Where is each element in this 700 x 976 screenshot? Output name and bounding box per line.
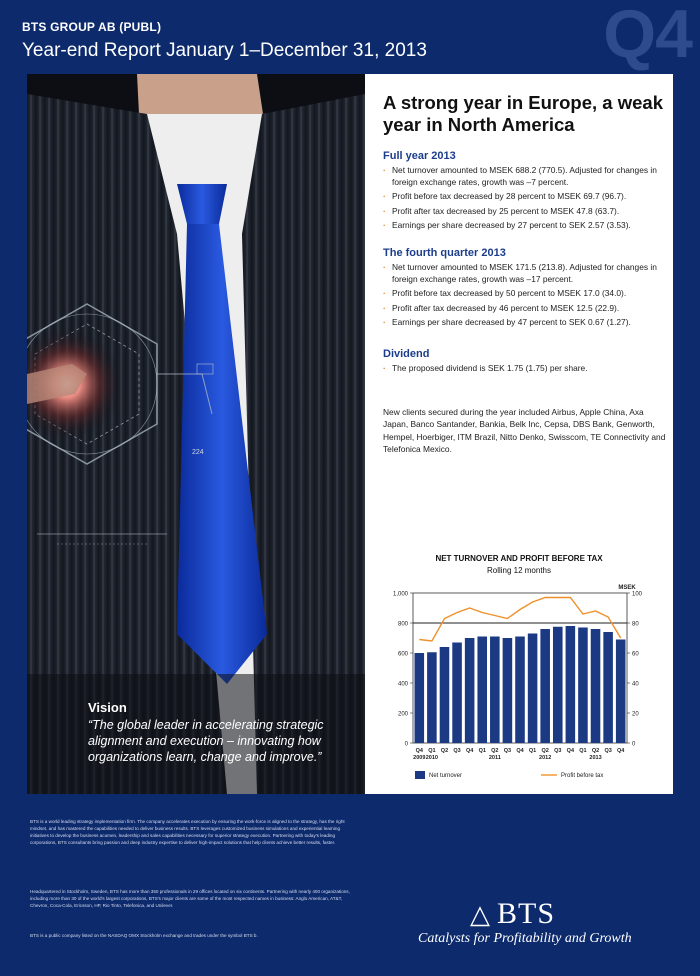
q4-heading: The fourth quarter 2013 [383, 247, 506, 259]
brand-tagline: Catalysts for Profitability and Growth [418, 931, 632, 946]
bullet-item: · Profit before tax decreased by 28 percent to MSEK 69.7 (96.7). [383, 191, 627, 202]
report-title: Year-end Report January 1–December 31, 2013 [22, 40, 427, 61]
highlights-panel [365, 74, 673, 794]
quarter-badge: Q4 [603, 0, 692, 72]
report-header [0, 0, 700, 74]
footer-about-paragraph: BTS is a world leading strategy implementation firm. The company accelerates execution by ensuring the work-force is aligned to the strategy, has the right mindset, and has mastered the capabilities needed to deliver business results. BTS leverages customized business simulations and experiential learning initiatives to develop the business acumen, leadership and sales capabilities necessary for superior strategy execution. Partnering with today's leading corporations, BTS consultants bring passion and deep industry expertise to deliver high-impact solutions that help clients achieve better results, faster. [30, 819, 345, 845]
y-tick-label-right: 40 [632, 681, 639, 688]
footer-listing-paragraph: BTS is a public company listed on the NASDAQ OMX Stockholm exchange and trades under the symbol BTS b. [30, 933, 258, 938]
bullet-item: · Net turnover amounted to MSEK 688.2 (770.5). Adjusted for changes in foreign exchange rates, growth was –7 percent. [383, 165, 657, 188]
legend-label-net-turnover: Net turnover [429, 773, 463, 779]
x-year-label: 2010 [425, 755, 439, 761]
hud-label: 224 [192, 449, 204, 456]
x-tick-label: Q1 [478, 748, 486, 754]
bar-net-turnover [528, 634, 538, 744]
bullet-item: · Profit after tax decreased by 25 percent to MSEK 47.8 (63.7). [383, 205, 620, 216]
new-clients-paragraph: New clients secured during the year included Airbus, Apple China, Axa Japan, Banco Santander, Bankia, Belk Inc, Cepsa, DBS Bank, Genworth, Hempel, Hoerbiger, ITM Brazil, Nitto Denko, Swisscom, TE Connectivity and Telefonica Mexico. [383, 407, 666, 455]
turnover-profit-chart [365, 579, 673, 794]
x-year-label: 2012 [539, 755, 552, 761]
bts-logo: △ BTS [470, 897, 556, 930]
y-tick-label-right: 80 [632, 621, 639, 628]
full-year-section [383, 150, 665, 233]
x-tick-label: Q2 [440, 748, 449, 754]
bullet-item: · The proposed dividend is SEK 1.75 (1.75) per share. [383, 363, 588, 373]
x-tick-label: Q1 [428, 748, 436, 754]
x-tick-label: Q4 [415, 748, 423, 754]
bar-net-turnover [566, 626, 576, 743]
x-tick-label: Q1 [579, 748, 587, 754]
y-tick-label-right: 100 [632, 591, 643, 598]
x-tick-label: Q3 [453, 748, 461, 754]
x-tick-label: Q3 [503, 748, 512, 754]
y-tick-label-left: 800 [397, 621, 408, 628]
y-tick-label-right: 0 [632, 741, 636, 748]
dividend-heading: Dividend [383, 348, 430, 360]
bullet-item: · Net turnover amounted to MSEK 171.5 (213.8). Adjusted for changes in foreign exchange rates, growth was –17 percent. [383, 262, 657, 285]
company-name: BTS GROUP AB (PUBL) [22, 20, 162, 34]
x-tick-label: Q4 [617, 748, 625, 754]
bar-net-turnover [553, 627, 563, 743]
full-year-heading: Full year 2013 [383, 150, 456, 162]
bar-net-turnover [515, 637, 525, 744]
bullet-item: · Profit after tax decreased by 46 percent to MSEK 12.5 (22.9). [383, 302, 620, 313]
x-tick-label: Q1 [528, 748, 537, 754]
y-tick-label-right: 20 [632, 711, 639, 718]
bar-net-turnover [591, 629, 601, 743]
x-tick-label: Q3 [554, 748, 562, 754]
bullet-item: · Earnings per share decreased by 27 percent to SEK 2.57 (3.53). [383, 219, 631, 230]
line-profit-before-tax [419, 598, 620, 642]
x-tick-label: Q3 [604, 748, 612, 754]
q4-section [383, 247, 665, 330]
legend-swatch-net-turnover [415, 771, 425, 779]
bar-net-turnover [440, 647, 450, 743]
bar-net-turnover [465, 638, 475, 743]
bar-net-turnover [415, 653, 425, 743]
x-tick-label: Q2 [591, 748, 600, 754]
bar-net-turnover [427, 652, 437, 743]
x-year-label: 2009 [413, 755, 426, 761]
y-tick-label-left: 600 [397, 651, 408, 658]
bar-net-turnover [503, 638, 513, 743]
triangle-logo-icon: △ [470, 900, 491, 929]
x-tick-label: Q4 [465, 748, 474, 754]
vision-quote: “The global leader in accelerating strategic alignment and execution – innovating how organizations learn, change and improve.” [88, 718, 324, 764]
chart-title: NET TURNOVER AND PROFIT BEFORE TAX [435, 554, 603, 563]
bar-net-turnover [578, 628, 588, 744]
x-tick-label: Q4 [516, 748, 524, 754]
footer-hq-paragraph: Headquartered in Stockholm, Sweden, BTS has more than 350 professionals in 29 offices located on six continents. Partnering with nearly 400 organizations, including more than 30 of the world's largest corporations, BTS's major clients are some of the most respected names in business: Anglo American, AT&T, Chevron, Coca-Cola, Ericsson, HP, Rio Tinto, Telefonica, and Unilever. [30, 889, 350, 908]
y-tick-label-right: 60 [632, 651, 639, 658]
bar-net-turnover [477, 637, 487, 744]
y-tick-label-left: 400 [397, 681, 408, 688]
bar-net-turnover [616, 640, 626, 744]
bullet-item: · Earnings per share decreased by 47 percent to SEK 0.67 (1.27). [383, 316, 631, 327]
y-tick-label-left: 200 [397, 711, 408, 718]
chart-subtitle: Rolling 12 months [486, 566, 552, 575]
y-tick-label-left: 0 [404, 741, 408, 748]
x-year-label: 2011 [488, 755, 501, 761]
x-year-label: 2013 [589, 755, 602, 761]
bar-net-turnover [452, 643, 462, 744]
bar-net-turnover [540, 629, 550, 743]
vision-title: Vision [88, 700, 127, 715]
bar-net-turnover [490, 637, 500, 744]
bullet-item: · Profit before tax decreased by 50 percent to MSEK 17.0 (34.0). [383, 288, 627, 299]
x-tick-label: Q4 [566, 748, 575, 754]
x-tick-label: Q2 [491, 748, 499, 754]
legend-label-profit: Profit before tax [561, 773, 604, 779]
right-axis-unit: MSEK [618, 585, 636, 591]
bar-net-turnover [603, 632, 613, 743]
headline: A strong year in Europe, a weak year in North America [383, 92, 663, 135]
cover-photo [27, 74, 365, 794]
y-tick-label-left: 1,000 [392, 591, 408, 598]
businessman-illustration [27, 74, 365, 794]
dividend-section [383, 348, 665, 376]
x-tick-label: Q2 [541, 748, 549, 754]
